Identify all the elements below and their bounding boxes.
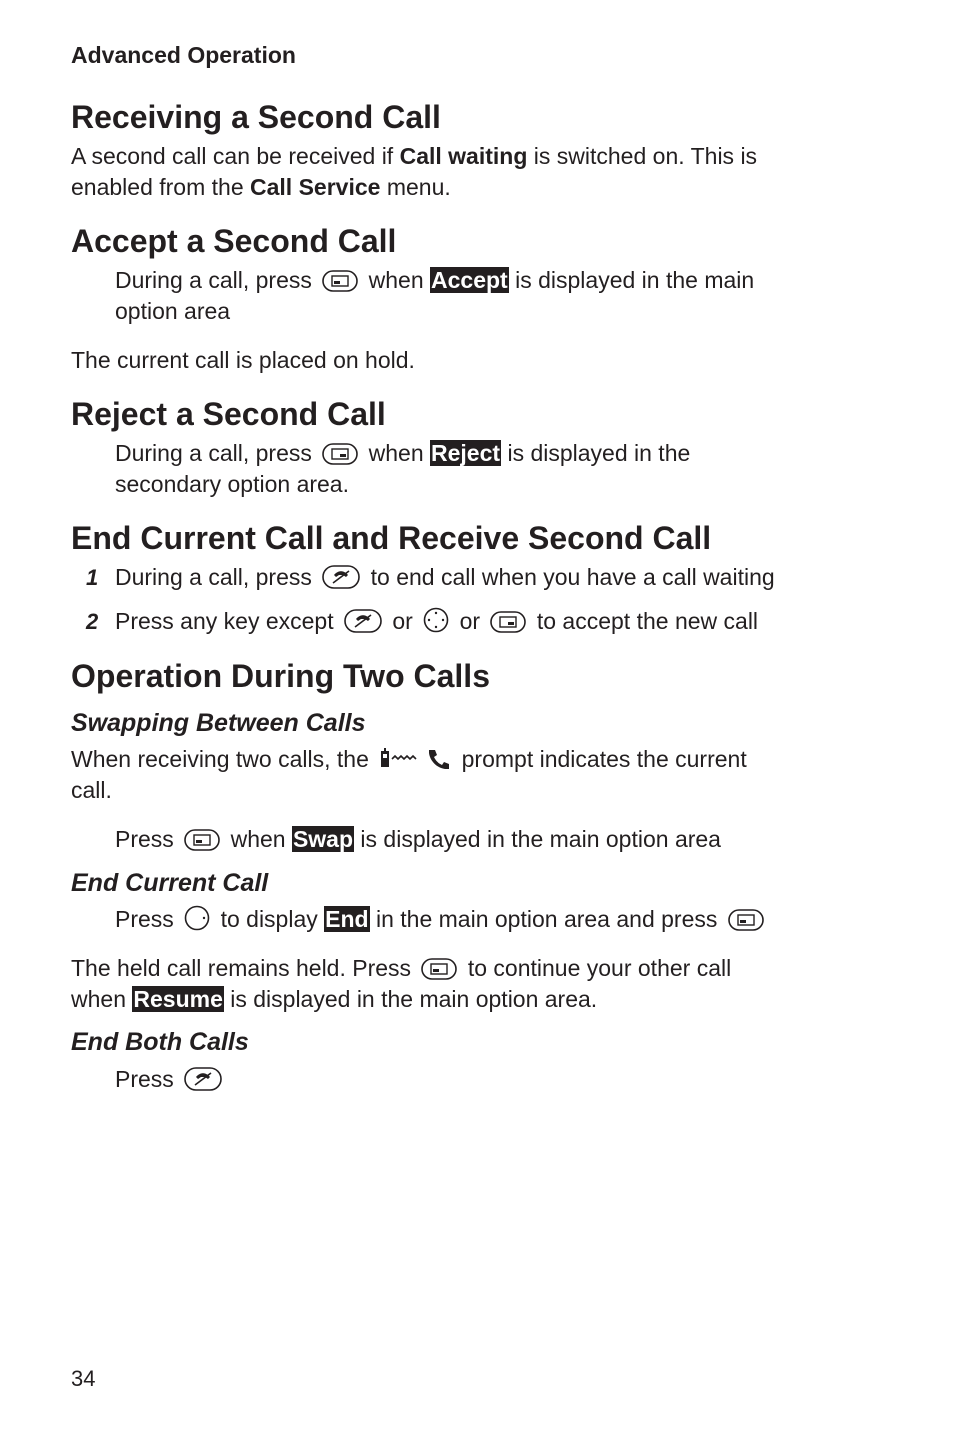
active-call-prompt-icon [379,747,451,771]
term-call-service: Call Service [250,174,381,200]
navigation-key-icon [423,607,449,633]
display-label-reject: Reject [431,440,501,466]
end-call-key-icon [322,565,360,589]
running-header: Advanced Operation [71,42,296,68]
swap-paragraph-line2: call. [71,777,112,803]
left-softkey-icon [728,909,764,931]
display-label-swap: Swap [292,826,354,852]
subheading-end-both-calls: End Both Calls [71,1028,249,1056]
page-number: 34 [71,1366,96,1391]
heading-reject-second-call: Reject a Second Call [71,396,386,432]
left-softkey-icon [184,829,220,851]
heading-operation-two-calls: Operation During Two Calls [71,658,490,694]
accept-note: The current call is placed on hold. [71,347,415,373]
swap-paragraph-line1: When receiving two calls, the prompt indicates the current [71,746,747,772]
accept-step-line1: During a call, press when Accept is displayed in the main [115,267,755,293]
step-number-1: 1 [86,565,99,590]
display-label-end: End [325,906,369,932]
navigation-key-icon [184,905,210,931]
receiving-paragraph-line1: A second call can be received if Call waiting is switched on. This is [71,143,758,169]
reject-step-line1: During a call, press when Reject is displayed in the [115,440,691,466]
left-softkey-icon [322,270,358,292]
reject-step-line2: secondary option area. [115,471,349,497]
heading-receiving-second-call: Receiving a Second Call [71,99,441,135]
end-both-step: Press [115,1064,226,1095]
step-number-2: 2 [86,609,99,634]
right-softkey-icon [322,443,358,465]
end-receive-step2: Press any key except or or to accept the new call [115,608,759,634]
swap-step: Press when Swap is displayed in the main option area [115,826,721,852]
subheading-end-current-call: End Current Call [71,869,269,897]
end-current-step: Press to display End in the main option area and press [115,904,768,935]
display-label-accept: Accept [431,267,508,293]
end-call-key-icon [344,609,382,633]
held-paragraph-line2: when Resume is displayed in the main option area. [71,986,598,1012]
term-call-waiting: Call waiting [399,143,528,169]
subheading-swapping: Swapping Between Calls [71,709,366,737]
heading-accept-second-call: Accept a Second Call [71,223,397,259]
heading-end-and-receive: End Current Call and Receive Second Call [71,520,712,556]
end-receive-step1: During a call, press to end call when you have a call waiting [115,564,775,590]
receiving-paragraph-line2: enabled from the Call Service menu. [71,174,451,200]
right-softkey-icon [490,611,526,633]
held-paragraph-line1: The held call remains held. Press to continue your other call [71,955,732,981]
left-softkey-icon [421,958,457,980]
display-label-resume: Resume [133,986,223,1012]
end-call-key-icon [184,1067,222,1091]
accept-step-line2: option area [115,298,231,324]
